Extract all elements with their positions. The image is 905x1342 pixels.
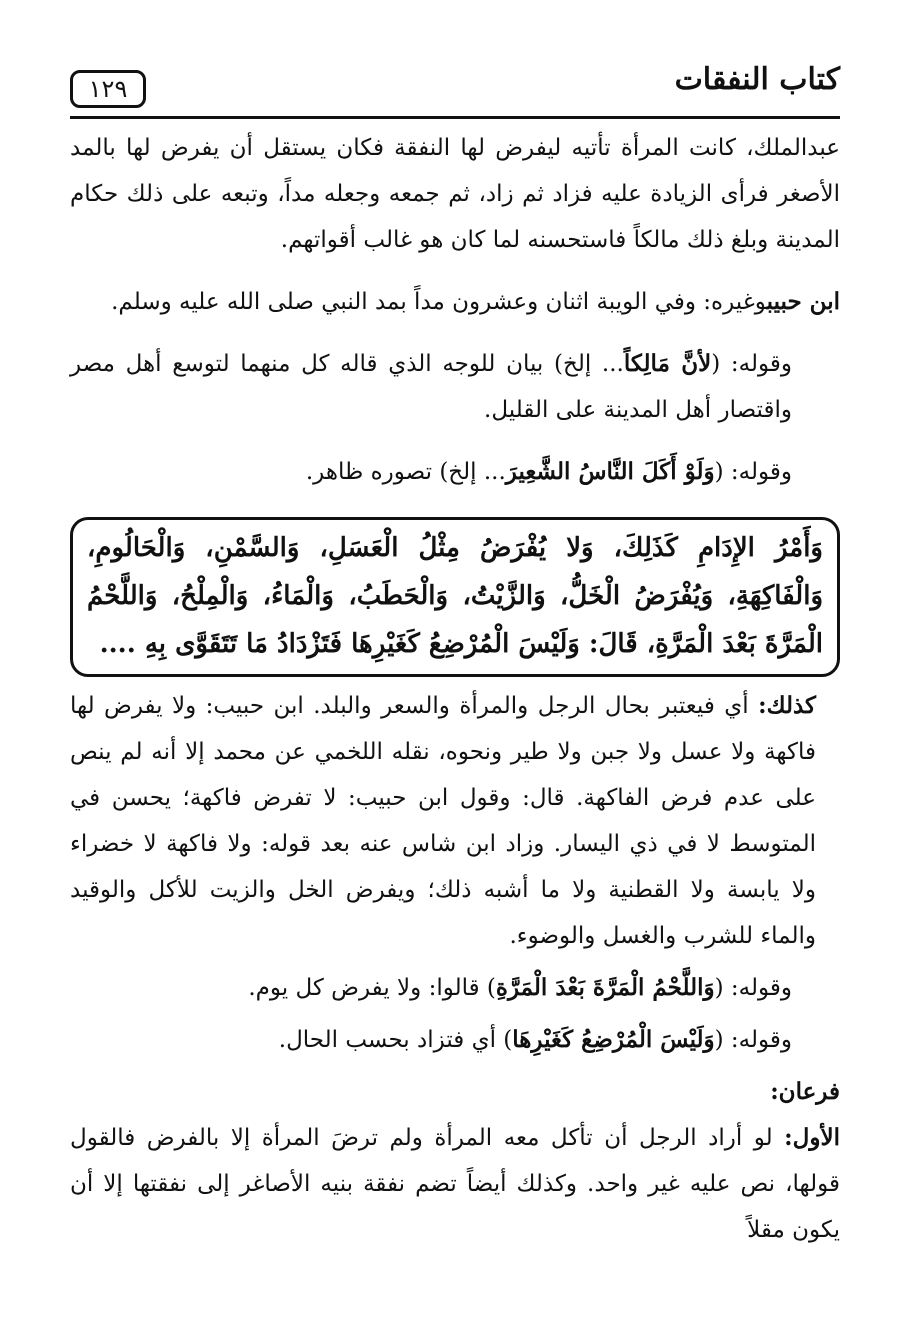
paragraph-6-text: ) قالوا: ولا يفرض كل يوم. [248,975,496,1001]
document-page [70,60,840,1273]
paragraph-7-text: ) أي فتزاد بحسب الحال. [278,1027,513,1053]
paragraph-4-intro: وقوله: ( [714,459,792,485]
paragraph-1: عبدالملك، كانت المرأة تأتيه ليفرض لها النفقة فكان يستقل أن يفرض لها بالمد الأصغر فرأى الزيادة عليه فزاد ثم زاد، ثم جمعه وجعله مداً، وتبعه على ذلك حكام المدينة وبلغ ذلك مالكاً فاستحسنه لما كان هو غالب أقواتهم. [70,135,840,253]
paragraph-5 [70,683,840,959]
paragraph-4-text: ... إلخ) تصوره ظاهر. [305,459,506,485]
page-number: ١٢٩ [70,70,146,108]
paragraph-6 [70,965,840,1011]
book-title: كتاب النفقات [674,62,840,97]
paragraph-8 [70,1115,840,1253]
page-bottom-space [70,1253,840,1273]
paragraph-3-quote: لأنَّ مَالِكاً [623,350,712,377]
paragraph-7 [70,1017,840,1063]
section-heading: فرعان: [770,1078,840,1105]
paragraph-7-intro: وقوله: ( [714,1027,792,1053]
paragraph-6-intro: وقوله: ( [714,975,792,1001]
page-header [70,60,840,119]
paragraph-2-lead: ابن حبيب [766,288,840,315]
matn-text-box: وَأَمْرُ الإِدَامِ كَذَلِكَ، وَلا يُفْرَضُ مِثْلُ الْعَسَلِ، وَالسَّمْنِ، وَالْحَالُومِ، وَالْفَاكِهَةِ، وَيُفْرَضُ الْخَلُّ، وَالزَّيْتُ، وَالْحَطَبُ، وَالْمَاءُ، وَالْمِلْحُ، وَاللَّحْمُ الْمَرَّةَ بَعْدَ الْمَرَّةِ، قَالَ: وَلَيْسَ الْمُرْضِعُ كَغَيْرِهَا فَتَزْدَادُ مَا تَتَقَوَّى بِهِ .... [70,517,840,677]
paragraph-6-quote: وَاللَّحْمُ الْمَرَّةَ بَعْدَ الْمَرَّةِ [495,974,715,1001]
paragraph-3-text: ... إلخ) بيان للوجه الذي قاله كل منهما لتوسع أهل مصر واقتصار أهل المدينة على القليل. [70,351,792,423]
paragraph-4-quote: وَلَوْ أَكَلَ النَّاسُ الشَّعِيرَ [505,458,715,485]
paragraph-8-text: لو أراد الرجل أن تأكل معه المرأة ولم ترضَ المرأة إلا بالفرض فالقول قولها، نص عليه غير واحد. وكذلك أيضاً تضم نفقة بنيه الأصاغر إلى نفقتها إلا أن يكون مقلاً [70,1125,840,1243]
paragraph-3-intro: وقوله: ( [711,351,793,377]
paragraph-5-lead: كذلك: [758,692,816,719]
paragraph-7-quote: وَلَيْسَ الْمُرْضِعُ كَغَيْرِهَا [512,1026,715,1053]
paragraph-8-lead: الأول: [784,1124,840,1151]
paragraph-2-text: وغيره: وفي الويبة اثنان وعشرون مداً بمد النبي صلى الله عليه وسلم. [111,289,767,315]
paragraph-5-text: أي فيعتبر بحال الرجل والمرأة والسعر والبلد. ابن حبيب: ولا يفرض لها فاكهة ولا عسل ولا جبن ولا طير ونحوه، نقله اللخمي عن محمد إلا أنه لم ينص على عدم فرض الفاكهة. قال: وقول ابن حبيب: لا تفرض فاكهة؛ يحسن في المتوسط لا في ذي اليسار. وزاد ابن شاس عنه بعد قوله: ولا فاكهة لا خضراء ولا يابسة ولا القطنية ولا ما أشبه ذلك؛ ويفرض الخل والزيت للأكل والوقيد والماء للشرب والغسل والوضوء. [70,693,816,949]
paragraph-2 [70,279,840,325]
paragraph-3 [70,341,840,433]
paragraph-4 [70,449,840,495]
